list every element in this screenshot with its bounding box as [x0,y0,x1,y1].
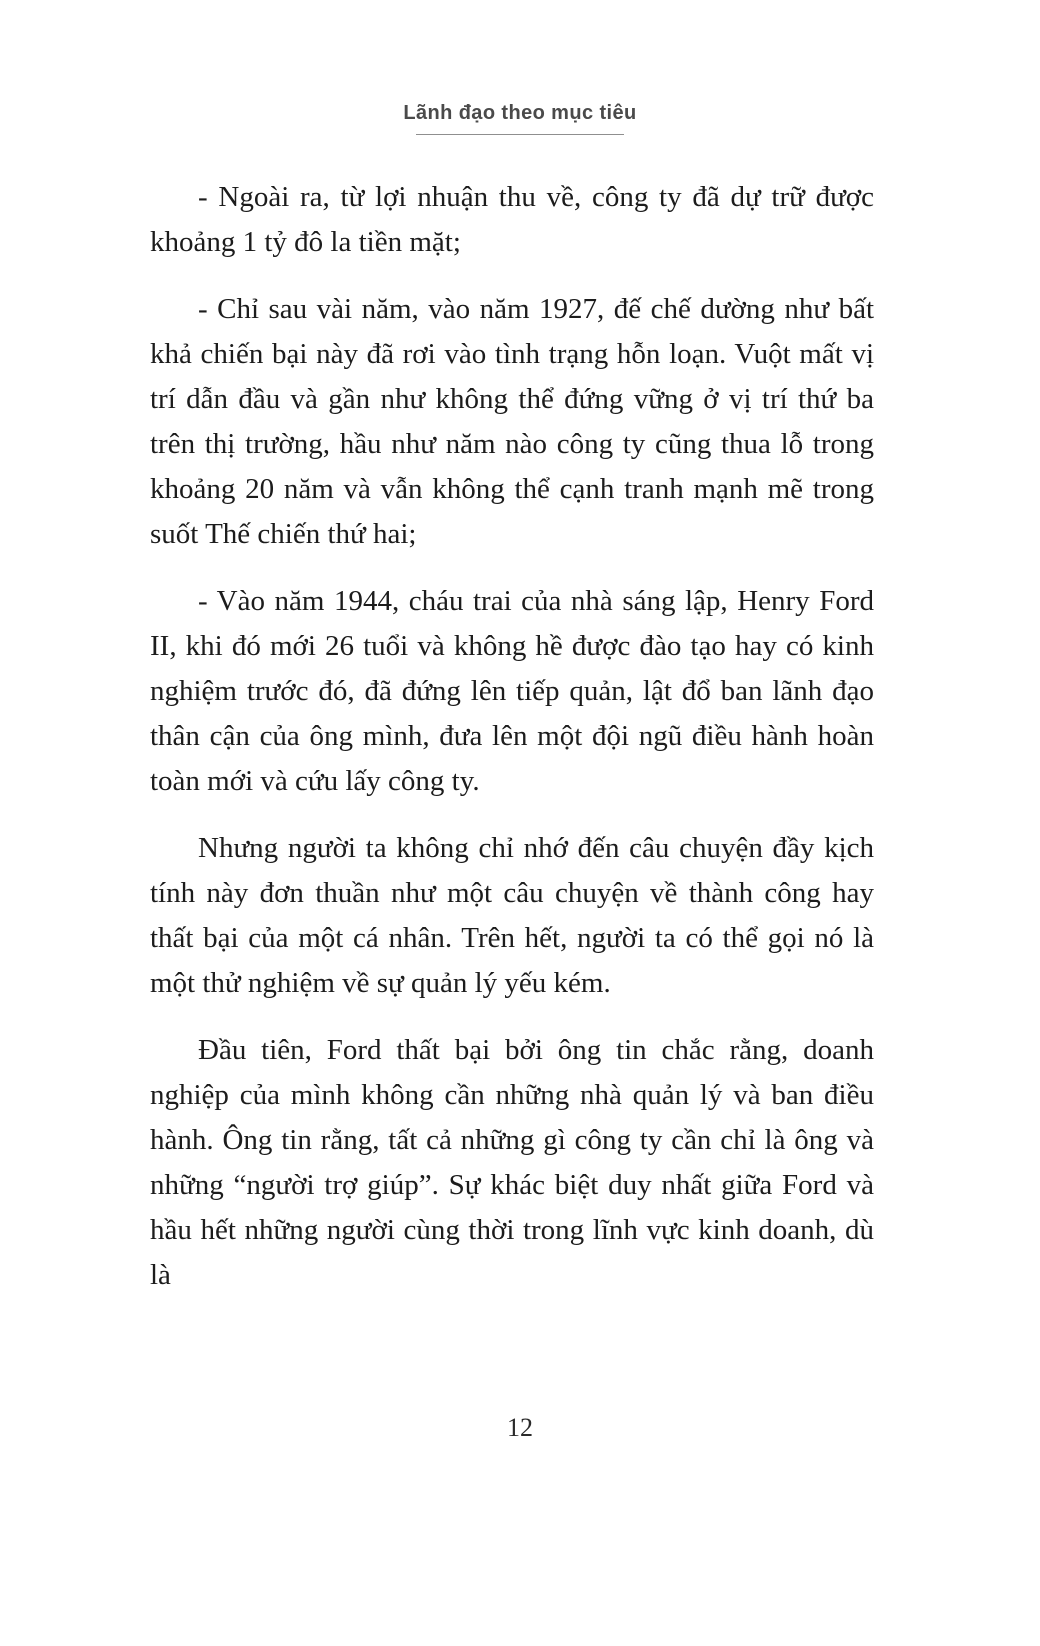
paragraph: - Ngoài ra, từ lợi nhuận thu về, công ty đã dự trữ được khoảng 1 tỷ đô la tiền mặt; [150,181,874,258]
running-header-title: Lãnh đạo theo mục tiêu [403,102,637,124]
page-body [150,175,874,1298]
paragraph: Nhưng người ta không chỉ nhớ đến câu chuyện đầy kịch tính này đơn thuần như một câu chuyện về thành công hay thất bại của một cá nhân. Trên hết, người ta có thể gọi nó là một thử nghiệm về sự quản lý yếu kém. [150,832,874,999]
page-number: 12 [507,1413,533,1442]
header-rule [416,134,624,135]
paragraph: Đầu tiên, Ford thất bại bởi ông tin chắc rằng, doanh nghiệp của mình không cần những nhà quản lý và ban điều hành. Ông tin rằng, tất cả những gì công ty cần chỉ là ông và những “người trợ giúp”. Sự khác biệt duy nhất giữa Ford và hầu hết những người cùng thời trong lĩnh vực kinh doanh, dù là [150,1034,874,1291]
paragraph: - Chỉ sau vài năm, vào năm 1927, đế chế dường như bất khả chiến bại này đã rơi vào tình trạng hỗn loạn. Vuột mất vị trí dẫn đầu và gần như không thể đứng vững ở vị trí thứ ba trên thị trường, hầu như năm nào công ty cũng thua lỗ trong khoảng 20 năm và vẫn không thể cạnh tranh mạnh mẽ trong suốt Thế chiến thứ hai; [150,293,874,550]
paragraph: - Vào năm 1944, cháu trai của nhà sáng lập, Henry Ford II, khi đó mới 26 tuổi và không hề được đào tạo hay có kinh nghiệm trước đó, đã đứng lên tiếp quản, lật đổ ban lãnh đạo thân cận của ông mình, đưa lên một đội ngũ điều hành hoàn toàn mới và cứu lấy công ty. [150,585,874,797]
page-header [0,0,1040,135]
